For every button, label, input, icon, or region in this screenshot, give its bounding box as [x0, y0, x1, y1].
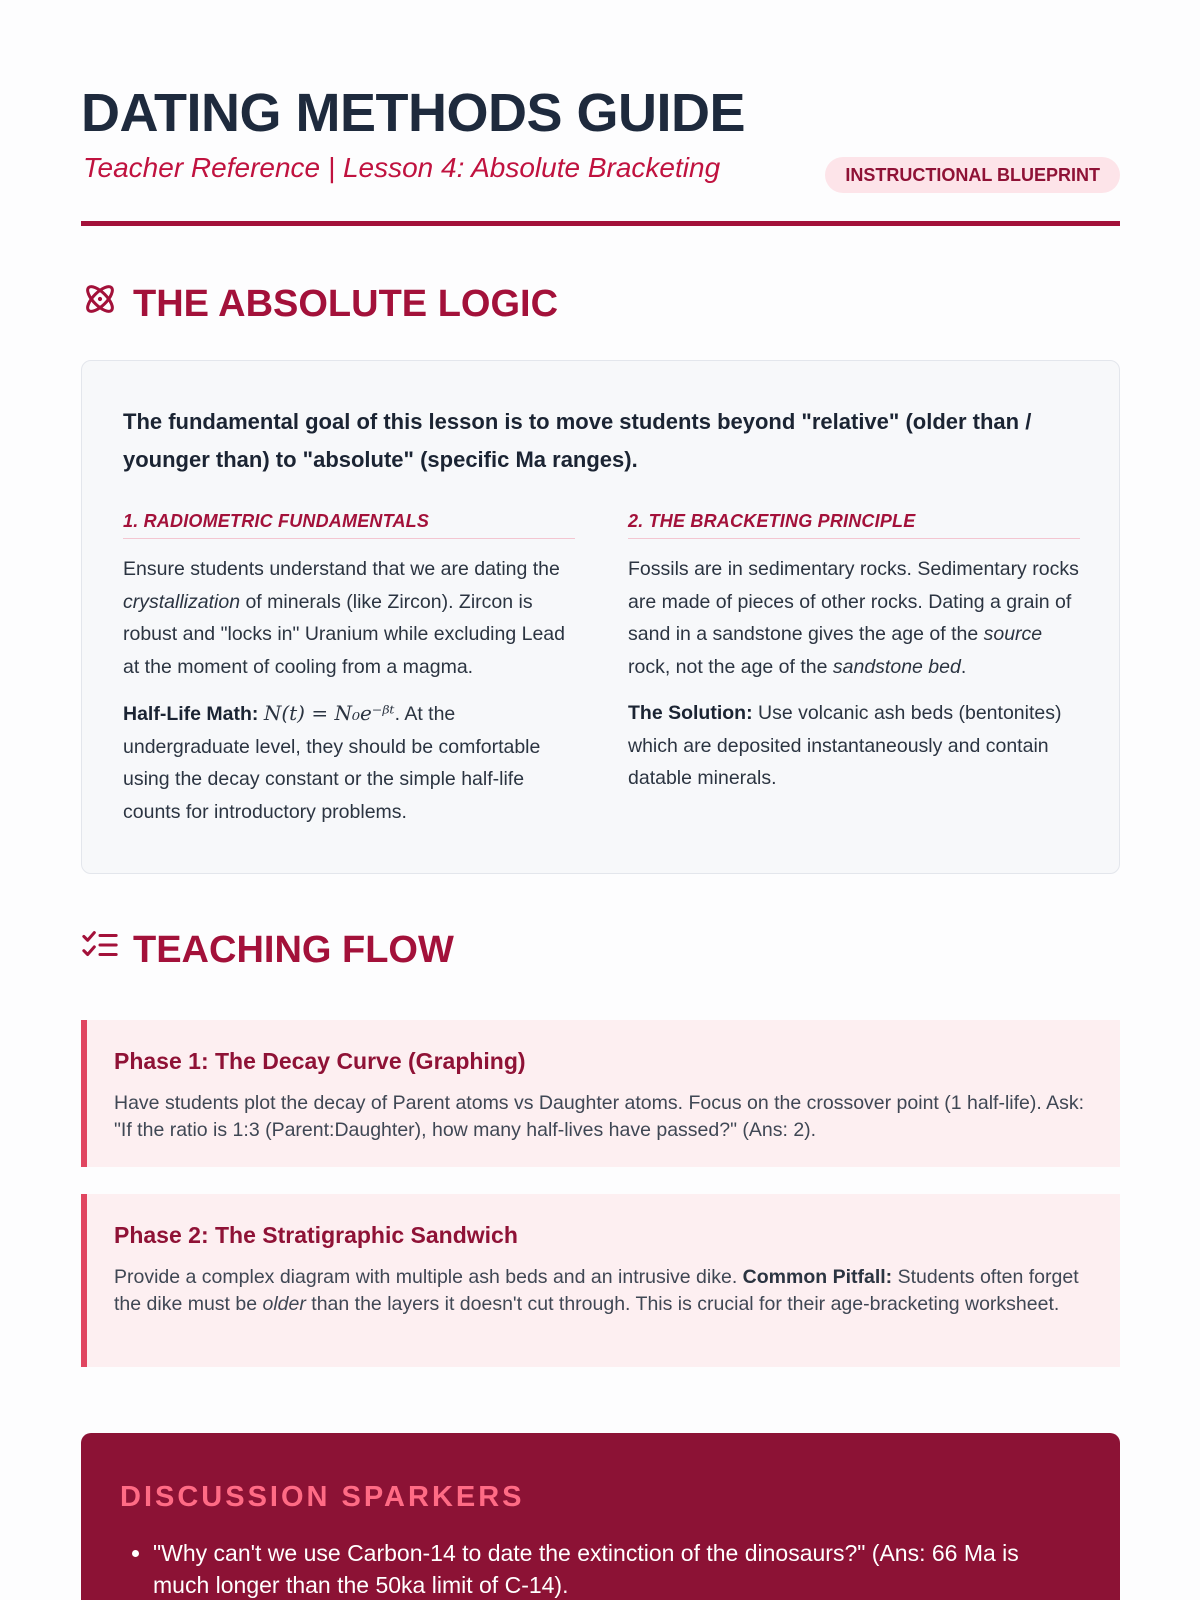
- blueprint-badge: INSTRUCTIONAL BLUEPRINT: [825, 157, 1120, 193]
- section-heading-absolute-logic: [81, 280, 558, 328]
- list-item: • "Why can't we use Carbon-14 to date the extinction of the dinosaurs?" (Ans: 66 Ma is much longer than the 50ka limit of C-14).: [153, 1537, 1053, 1600]
- radiometric-paragraph: Ensure students understand that we are dating the crystallization of minerals (like Zircon). Zircon is robust and "locks in" Uranium while excluding Lead at the moment of cooling from a magma.: [123, 558, 565, 678]
- page-title: DATING METHODS GUIDE: [81, 83, 745, 143]
- phase-body: Provide a complex diagram with multiple ash beds and an intrusive dike. Common Pitfall: Students often forget the dike must be older than the layers it doesn't cut through. This is crucial for their age-bracketing worksheet.: [114, 1266, 1079, 1315]
- lesson-goal: The fundamental goal of this lesson is to move students beyond "relative" (older than / younger than) to "absolute" (specific Ma ranges).: [123, 409, 1032, 472]
- section-title: TEACHING FLOW: [133, 928, 454, 971]
- bracketing-paragraph: Fossils are in sedimentary rocks. Sedimentary rocks are made of pieces of other rocks. Dating a grain of sand in a sandstone gives the age of the source rock, not the age of the sandstone bed.: [628, 558, 1079, 678]
- radiometric-column: [123, 511, 575, 828]
- section-heading-teaching-flow: [81, 926, 454, 974]
- phase-card-1: [81, 1020, 1120, 1167]
- decay-formula: N(t) = N₀e⁻ᵝᵗ: [263, 701, 395, 725]
- half-life-paragraph: Half-Life Math: N(t) = N₀e⁻ᵝᵗ. At the undergraduate level, they should be comfortable using the decay constant or the simple half-life counts for introductory problems.: [123, 701, 541, 823]
- discussion-list: [153, 1537, 1053, 1600]
- phase-title: Phase 2: The Stratigraphic Sandwich: [114, 1222, 518, 1248]
- column-title: 2. THE BRACKETING PRINCIPLE: [628, 511, 1080, 539]
- discussion-title: DISCUSSION SPARKERS: [120, 1481, 525, 1513]
- phase-card-2: [81, 1194, 1120, 1367]
- bracketing-column: [628, 511, 1080, 795]
- header-divider: [81, 221, 1120, 226]
- phase-body: Have students plot the decay of Parent atoms vs Daughter atoms. Focus on the crossover point (1 half-life). Ask: "If the ratio is 1:3 (Parent:Daughter), how many half-lives have passed?" (Ans: 2).: [114, 1092, 1085, 1141]
- atom-icon: [81, 280, 119, 328]
- solution-paragraph: The Solution: Use volcanic ash beds (bentonites) which are deposited instantaneously and contain datable minerals.: [628, 702, 1062, 789]
- column-title: 1. RADIOMETRIC FUNDAMENTALS: [123, 511, 575, 539]
- discussion-card: [81, 1433, 1120, 1600]
- section-title: THE ABSOLUTE LOGIC: [133, 282, 559, 325]
- page-subtitle: Teacher Reference | Lesson 4: Absolute Bracketing: [83, 152, 721, 183]
- absolute-logic-card: [81, 360, 1120, 874]
- phase-title: Phase 1: The Decay Curve (Graphing): [114, 1048, 526, 1074]
- checklist-icon: [81, 926, 119, 974]
